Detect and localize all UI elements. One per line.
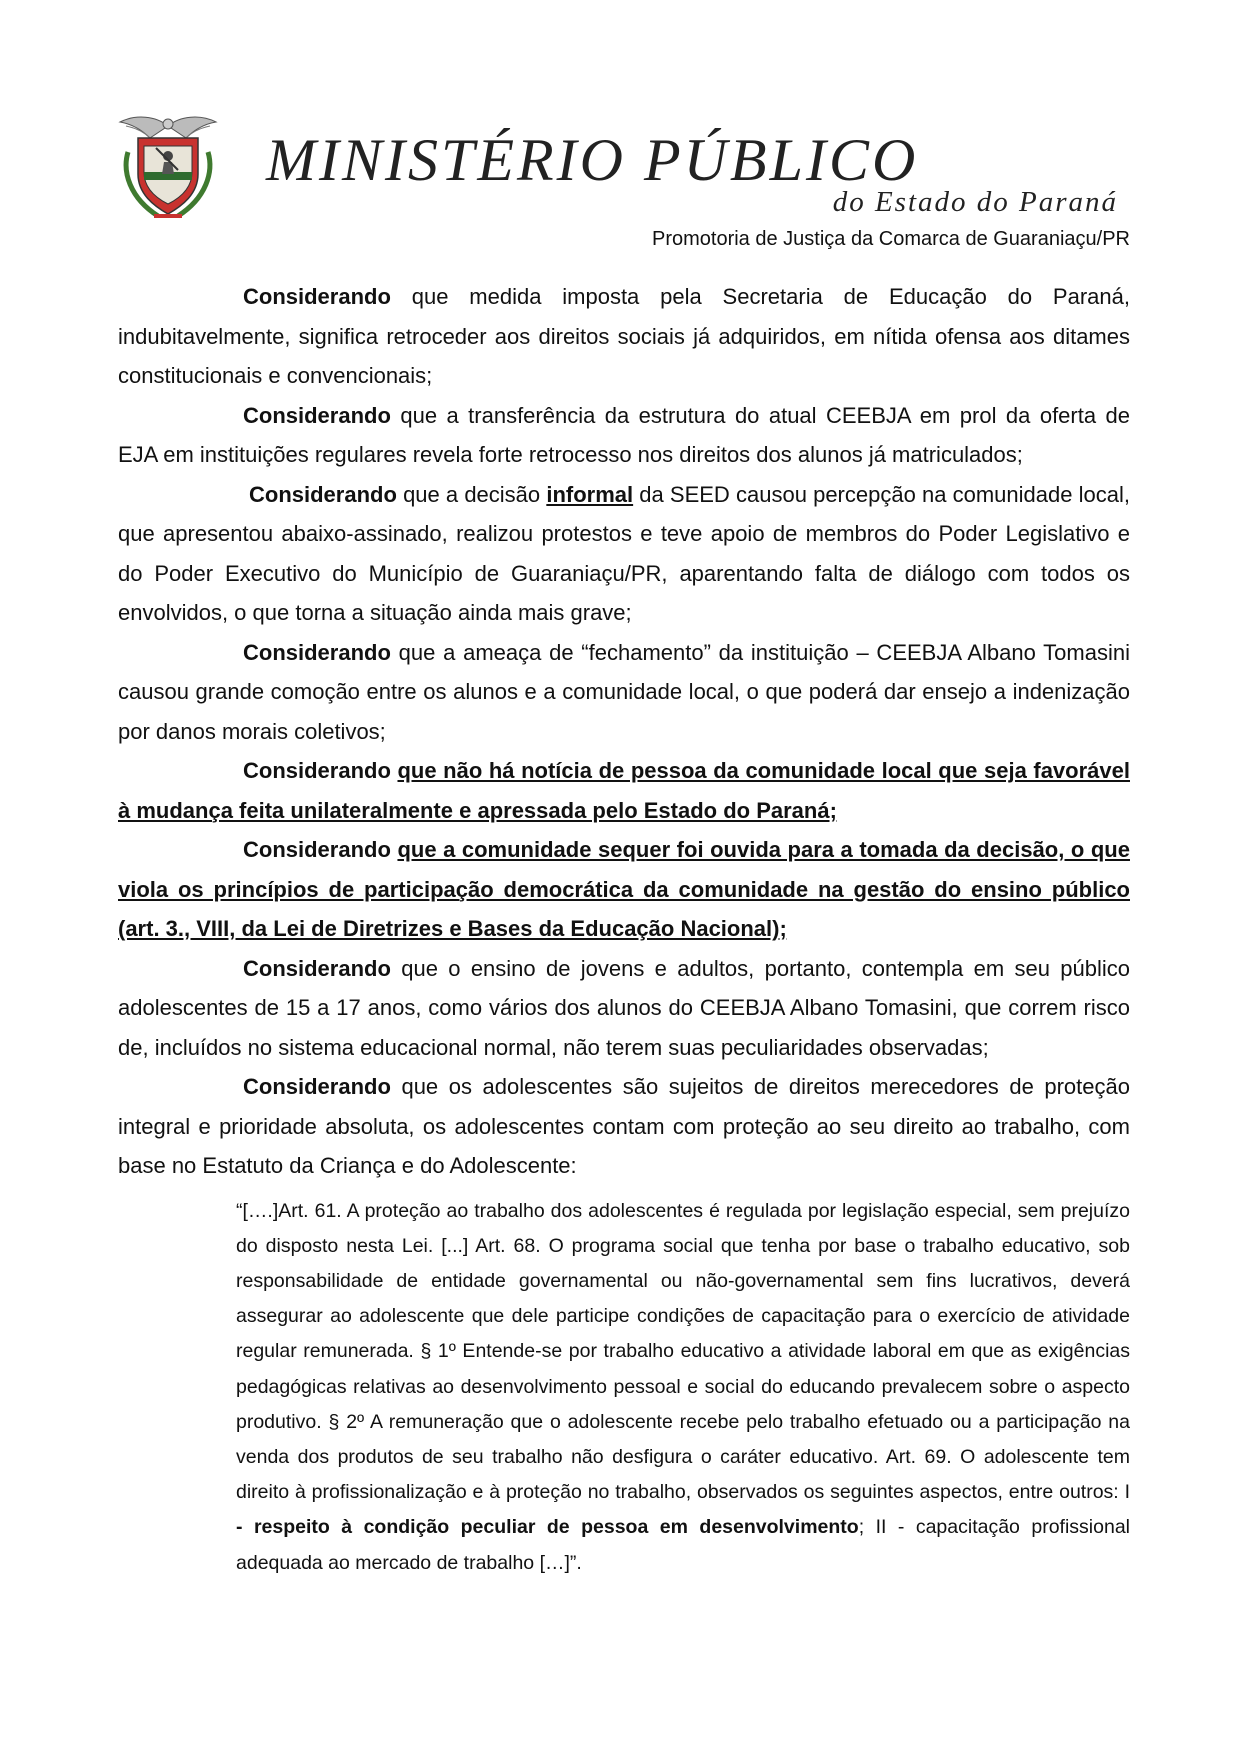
parana-coat-of-arms-icon [118,112,218,224]
office-name: Promotoria de Justiça da Comarca de Guaraniaçu/PR [651,228,1130,250]
paragraph-text-underlined: que a comunidade sequer foi ouvida para a tomada da decisão, o que viola os princípios de participação democrática da comunidade na gestão do ensino público (art. 3., VIII, da Lei de Diretrizes e Bases da Educação Nacional); [118,837,1130,941]
paragraph-2 [118,396,1130,475]
paragraph-text-cont: da SEED causou percepção na comunidade local, que apresentou abaixo-assinado, realizou protestos e teve apoio de membros do Poder Legislativo e do Poder Executivo do Município de Guaraniaçu/PR, aparentando falta de diálogo com todos os envolvidos, o que torna a situação ainda mais grave; [118,481,1130,625]
paragraph-text: que medida imposta pela Secretaria de Educação do Paraná, indubitavelmente, significa retroceder aos direitos sociais já adquiridos, em nítida ofensa aos ditames constitucionais e convencionais; [118,284,1130,388]
paragraph-lead: Considerando [243,402,391,428]
paragraph-4 [118,633,1130,752]
paragraph-lead: Considerando [243,955,391,981]
paragraph-text-underlined: que não há notícia de pessoa da comunidade local que seja favorável à mudança feita unilateralmente e apressada pelo Estado do Paraná; [118,758,1130,823]
paragraph-lead: Considerando [243,639,391,665]
paragraph-7 [118,949,1130,1068]
document-body [118,277,1130,1581]
paragraph-lead: Considerando [243,284,391,309]
quote-text-cont: ; II - capacitação profissional adequada ao mercado de trabalho […]”. [236,1516,1130,1574]
paragraph-lead: Considerando [249,481,397,507]
paragraph-text: que o ensino de jovens e adultos, portanto, contempla em seu público adolescentes de 15 a 17 anos, como vários dos alunos do CEEBJA Albano Tomasini, que correm risco de, incluídos no sistema educacional normal, não terem suas peculiaridades observadas; [118,955,1130,1060]
institution-subtitle: do Estado do Paraná [832,186,1118,218]
paragraph-1 [118,277,1130,396]
institution-title: MINISTÉRIO PÚBLICO [266,127,919,193]
quote-text: “[….]Art. 61. A proteção ao trabalho dos adolescentes é regulada por legislação especial, sem prejuízo do disposto nesta Lei. [...] Art. 68. O programa social que tenha por base o trabalho educativo, sob responsabilidade de entidade governamental ou não-governamental sem fins lucrativos, deverá assegurar ao adolescente que dele participe condições de capacitação para o exercício de atividade regular remunerada. § 1º Entende-se por trabalho educativo a atividade laboral em que as exigências pedagógicas relativas ao desenvolvimento pessoal e social do educando prevalecem sobre o aspecto produtivo. § 2º A remuneração que o adolescente recebe pelo trabalho efetuado ou a participação na venda dos produtos de seu trabalho não desfigura o caráter educativo. Art. 69. O adolescente tem direito à profissionalização e à proteção no trabalho, observados os seguintes aspectos, entre outros: I [236,1199,1130,1504]
paragraph-lead: Considerando [243,758,391,783]
paragraph-text: que os adolescentes são sujeitos de direitos merecedores de proteção integral e prioridade absoluta, os adolescentes contam com proteção ao seu direito ao trabalho, com base no Estatuto da Criança e do Adolescente: [118,1074,1130,1178]
letterhead [118,112,1130,250]
paragraph-6 [118,830,1130,949]
paragraph-3 [118,475,1130,633]
paragraph-lead: Considerando [243,837,391,862]
legal-quote [236,1194,1130,1581]
paragraph-lead: Considerando [243,1074,391,1099]
paragraph-8 [118,1067,1130,1186]
paragraph-text: que a decisão [396,481,547,507]
emphasis-informal: informal [546,481,634,507]
paragraph-5 [118,751,1130,830]
paragraph-text: que a transferência da estrutura do atual CEEBJA em prol da oferta de EJA em instituições regulares revela forte retrocesso nos direitos dos alunos já matriculados; [118,402,1130,467]
quote-bold: - respeito à condição peculiar de pessoa em desenvolvimento [236,1516,859,1539]
paragraph-text: que a ameaça de “fechamento” da instituição – CEEBJA Albano Tomasini causou grande comoção entre os alunos e a comunidade local, o que poderá dar ensejo a indenização por danos morais coletivos; [118,639,1130,744]
